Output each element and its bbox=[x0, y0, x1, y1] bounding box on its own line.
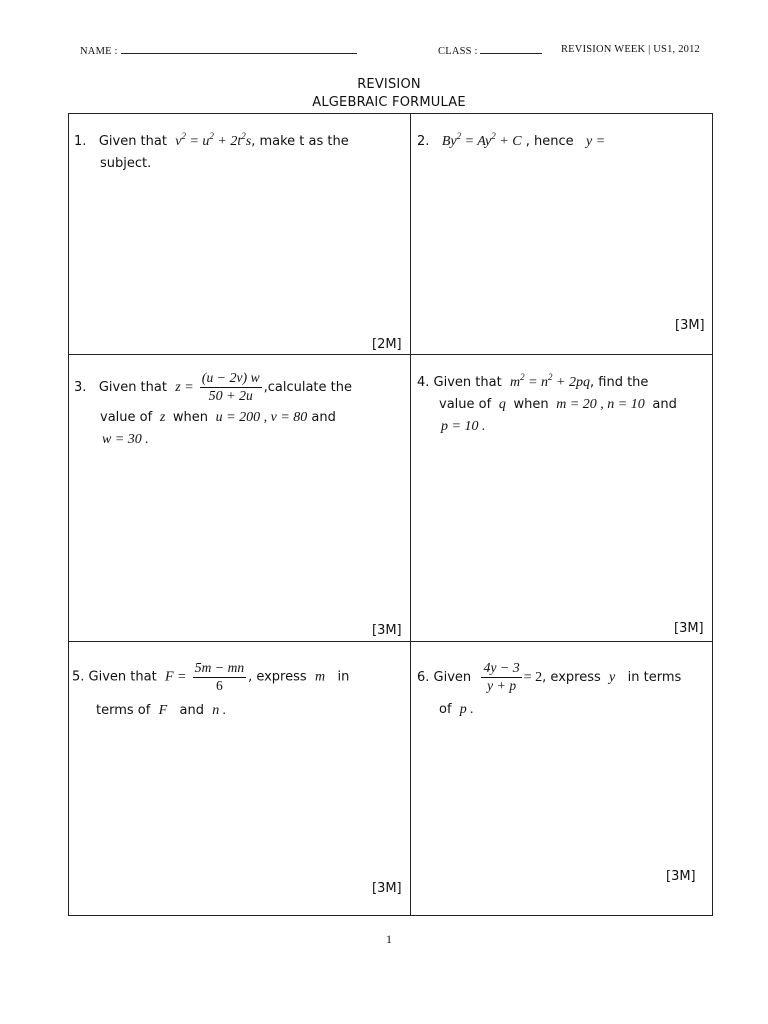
page-header bbox=[80, 44, 700, 60]
question-3: 3. Given that z = $\frac{(u - 2v) w}{50 + 2u}$ ,calculate the value of z when u = 200 , v = 80 and w = 30 . bbox=[74, 370, 404, 451]
question-4-values: m = 20 , n = 10 bbox=[552, 397, 645, 412]
question-6-fraction: $\frac{4y - 3}{y + p}$ bbox=[483, 660, 520, 694]
question-3-marks: [3M] bbox=[372, 623, 402, 638]
question-2-marks: [3M] bbox=[675, 318, 705, 333]
question-3-values: u = 200 , v = 80 bbox=[212, 410, 308, 425]
page-number: 1 bbox=[386, 932, 392, 946]
question-6-marks: [3M] bbox=[666, 869, 696, 884]
question-3-formula: z = bbox=[175, 380, 194, 395]
question-5-marks: [3M] bbox=[372, 881, 402, 896]
question-4: 4. Given that $m^2 = n^2 + 2pq$, find the value of q when m = 20 , n = 10 and p = 10 . bbox=[417, 372, 709, 438]
question-2: 2. $By^2 = Ay^2 + C$ , hence y = bbox=[417, 131, 606, 149]
class-field-label: CLASS : bbox=[438, 44, 542, 57]
name-field-label: NAME : bbox=[80, 44, 357, 57]
title-revision: REVISION bbox=[357, 77, 421, 92]
question-4-p: p = 10 . bbox=[441, 419, 486, 434]
question-2-formula: $By^2 = Ay^2 + C$ bbox=[441, 131, 522, 149]
grid-row-divider-2 bbox=[68, 641, 713, 642]
class-blank-line bbox=[480, 44, 542, 54]
question-5: 5. Given that F = $\frac{5m - mn}{6}$ , express m in terms of F and n . bbox=[72, 660, 350, 718]
question-1-marks: [2M] bbox=[372, 337, 402, 352]
revision-week-label: REVISION WEEK | US1, 2012 bbox=[560, 44, 700, 55]
question-6: 6. Given $\frac{4y - 3}{y + p}$ = 2, express y in terms of p . bbox=[417, 660, 682, 717]
grid-vertical-divider bbox=[410, 113, 411, 916]
question-3-fraction: $\frac{(u - 2v) w}{50 + 2u}$ bbox=[201, 370, 260, 404]
grid-row-divider-1 bbox=[68, 354, 713, 355]
question-4-formula: $m^2 = n^2 + 2pq$ bbox=[509, 372, 590, 390]
question-1: 1. Given that $v^2 = u^2 + 2t^2s$, make t as the subject. bbox=[74, 131, 349, 171]
question-5-fraction: $\frac{5m - mn}{6}$ bbox=[194, 660, 245, 693]
question-5-formula: F = bbox=[164, 669, 187, 685]
question-2-y: y = bbox=[586, 134, 606, 149]
question-3-w: w = 30 . bbox=[102, 432, 149, 447]
question-grid bbox=[68, 113, 713, 916]
title-algebraic-formulae: ALGEBRAIC FORMULAE bbox=[312, 95, 466, 110]
question-4-marks: [3M] bbox=[674, 621, 704, 636]
question-1-formula: $v^2 = u^2 + 2t^2s$ bbox=[175, 131, 252, 149]
name-blank-line bbox=[121, 44, 357, 54]
